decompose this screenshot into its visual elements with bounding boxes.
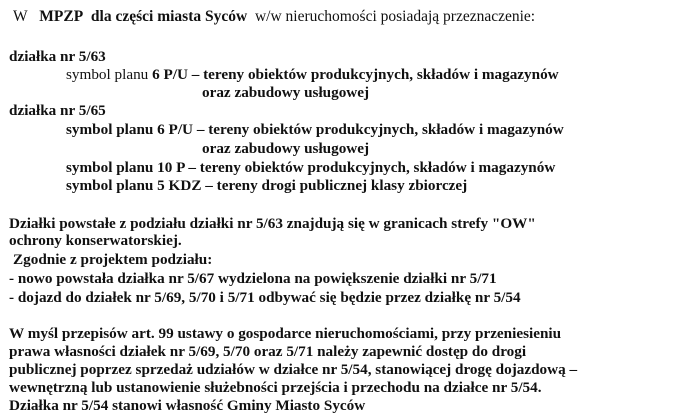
cutoff-line: Działka nr 5/54 stanowi własność Gminy Miasto Syców bbox=[9, 397, 366, 414]
project-heading: Zgodnie z projektem podziału: bbox=[13, 251, 213, 268]
regulations-line1: W myśl przepisów art. 99 ustawy o gospodarce nieruchomościami, przy przeniesieniu bbox=[9, 325, 562, 342]
project-item2: - dojazd do działek nr 5/69, 5/70 i 5/71 odbywać się będzie przez działkę nr 5/54 bbox=[9, 289, 521, 306]
plot-563-line2: oraz zabudowy usługowej bbox=[202, 84, 370, 101]
plot-565-line1: symbol planu 6 P/U – tereny obiektów produkcyjnych, składów i magazynów bbox=[66, 121, 564, 138]
intro-dla-czesci: dla części miasta Syców bbox=[90, 8, 248, 25]
project-item1: - nowo powstała działka nr 5/67 wydzielona na powiększenie działki nr 5/71 bbox=[9, 270, 497, 287]
conservation-line1: Działki powstałe z podziału działki nr 5/63 znajdują się w granicach strefy "OW" bbox=[9, 215, 536, 232]
regulations-line2: prawa własności działek nr 5/69, 5/70 oraz 5/71 należy zapewnić dostęp do drogi bbox=[9, 343, 527, 360]
plot-563-prefix: symbol planu bbox=[66, 66, 149, 83]
regulations-line4: wewnętrzną lub ustanowienie służebności przejścia i przechodu na działce nr 5/54. bbox=[9, 379, 542, 396]
plot-565-line3: symbol planu 10 P – tereny obiektów produkcyjnych, składów i magazynów bbox=[66, 159, 556, 176]
plot-563-heading: działka nr 5/63 bbox=[9, 48, 106, 65]
plot-565-line4: symbol planu 5 KDZ – tereny drogi publicznej klasy zbiorczej bbox=[66, 177, 468, 194]
plot-563-line1 bbox=[66, 66, 559, 84]
plot-565-heading: działka nr 5/65 bbox=[9, 102, 106, 119]
plot-563-code: 6 P/U bbox=[152, 66, 188, 83]
plot-563-rest: – tereny obiektów produkcyjnych, składów i magazynów bbox=[191, 66, 559, 83]
intro-rest: w/w nieruchomości posiadają przeznaczenie: bbox=[254, 8, 536, 25]
plot-565-line2: oraz zabudowy usługowej bbox=[202, 140, 370, 157]
regulations-line3: publicznej poprzez sprzedaż udziałów w działce nr 5/54, stanowiącej drogę dojazdową – bbox=[9, 361, 578, 378]
intro-mpzp: MPZP bbox=[39, 8, 84, 25]
intro-line bbox=[13, 8, 535, 26]
conservation-line2: ochrony konserwatorskiej. bbox=[9, 232, 182, 249]
intro-w: W bbox=[13, 8, 28, 25]
